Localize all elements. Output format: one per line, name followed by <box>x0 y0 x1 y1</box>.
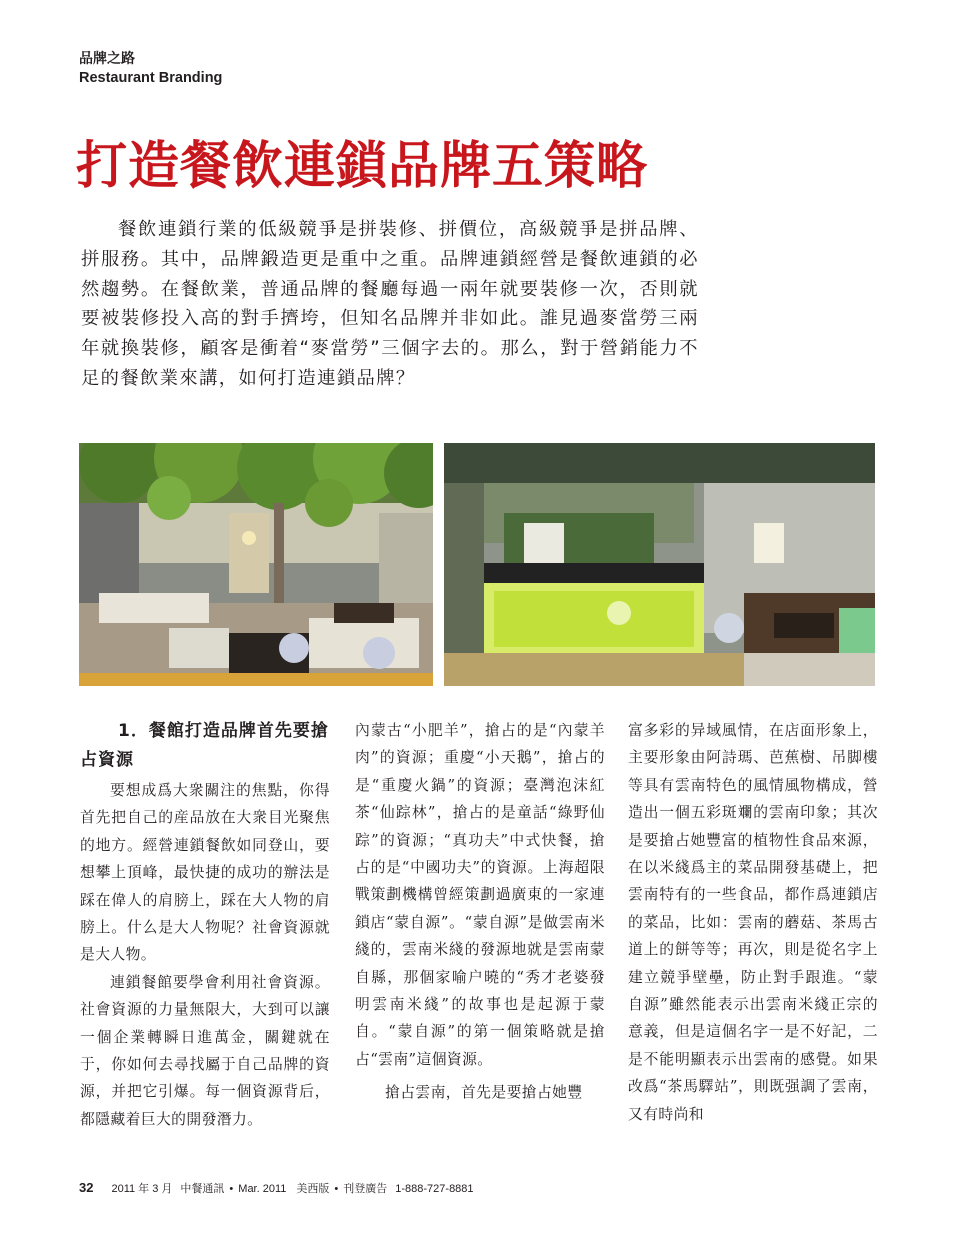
section-label-english: Restaurant Branding <box>79 70 223 86</box>
paragraph: 要想成爲大衆關注的焦點，你得首先把自己的産品放在大衆目光聚焦的地方。經營連鎖餐飲如同登山，要想攀上頂峰，最快捷的成功的辦法是踩在偉人的肩膀上，踩在大人物的肩膀上。什么是大人物呢？社會資源就是大人物。 <box>80 782 330 964</box>
publication-name: 中餐通訊 <box>180 1183 225 1195</box>
section-label: 品牌之路 <box>79 51 135 67</box>
page-footer <box>79 1180 474 1198</box>
phone-number: 1-888-727-8881 <box>395 1183 474 1195</box>
article-intro: 餐飲連鎖行業的低級競爭是拼裝修、拼價位，高級競爭是拼品牌、拼服務。其中，品牌鍛造更是重中之重。品牌連鎖經營是餐飲連鎖的必然趨勢。在餐飲業，普通品牌的餐廳每過一兩年就要裝修一次，否則就要被裝修投入高的對手擠垮，但知名品牌并非如此。誰見過麥當勞三兩年就換裝修，顧客是衝着“麥當勞”三個字去的。那么，對于營銷能力不足的餐飲業來講，如何打造連鎖品牌？ <box>81 219 699 389</box>
paragraph: 內蒙古“小肥羊”，搶占的是“內蒙羊肉”的資源；重慶“小天鵝”，搶占的是“重慶火鍋”的資源；臺灣泡沫紅茶“仙踪林”，搶占的是童話“綠野仙踪”的資源；“真功夫”中式快餐，搶占的是“中國功夫”的資源。上海超限戰策劃機構曾經策劃過廣東的一家連鎖店“蒙自源”。“蒙自源”是做雲南米綫的，雲南米綫的發源地就是雲南蒙自縣，那個家喻户曉的“秀才老婆發明雲南米綫”的故事也是起源于蒙自。“蒙自源”的第一個策略就是搶占“雲南”這個資源。 <box>355 722 605 1068</box>
issue-date-english: Mar. 2011 <box>238 1183 287 1195</box>
issue-date: 2011 年 3 月 <box>111 1183 173 1195</box>
article-column-3 <box>628 717 878 1137</box>
page-number: 32 <box>79 1180 94 1195</box>
separator-dot: • <box>334 1183 339 1195</box>
paragraph: 連鎖餐館要學會利用社會資源。社會資源的力量無限大，大到可以讓一個企業轉瞬日進萬金，關鍵就在于，你如何去尋找屬于自己品牌的資源，并把它引爆。每一個資源背后，都隱藏着巨大的開發潛力。 <box>80 973 330 1128</box>
advertising-label: 刊登廣告 <box>343 1183 388 1195</box>
separator-dot: • <box>229 1183 234 1195</box>
paragraph: 富多彩的异域風情，在店面形象上，主要形象由阿詩瑪、芭蕉樹、吊脚樓等具有雲南特色的風情風物構成，營造出一個五彩斑斕的雲南印象；其次是要搶占她豐富的植物性食品來源，在以米綫爲主的菜品開發基礎上，把雲南特有的一些食品，都作爲連鎖店的菜品，比如：雲南的蘑菇、茶馬古道上的餅等等；再次，則是從名字上建立競爭壁壘，防止對手跟進。“蒙自源”雖然能表示出雲南米綫正宗的意義，但是這個名字一是不好記，二是不能明顯表示出雲南的感覺。如果改爲“茶馬驛站”，則既强調了雲南，又有時尚和 <box>628 722 878 1123</box>
restaurant-dining-room-photo <box>79 443 433 686</box>
edition-label: 美西版 <box>296 1183 330 1195</box>
section-heading: 1．餐館打造品牌首先要搶占資源 <box>80 721 329 770</box>
article-title: 打造餐飲連鎖品牌五策略 <box>76 136 649 196</box>
article-column-1 <box>80 717 330 1137</box>
restaurant-counter-photo <box>444 443 875 686</box>
paragraph: 搶占雲南，首先是要搶占她豐 <box>385 1084 583 1102</box>
article-column-2 <box>355 717 605 1137</box>
